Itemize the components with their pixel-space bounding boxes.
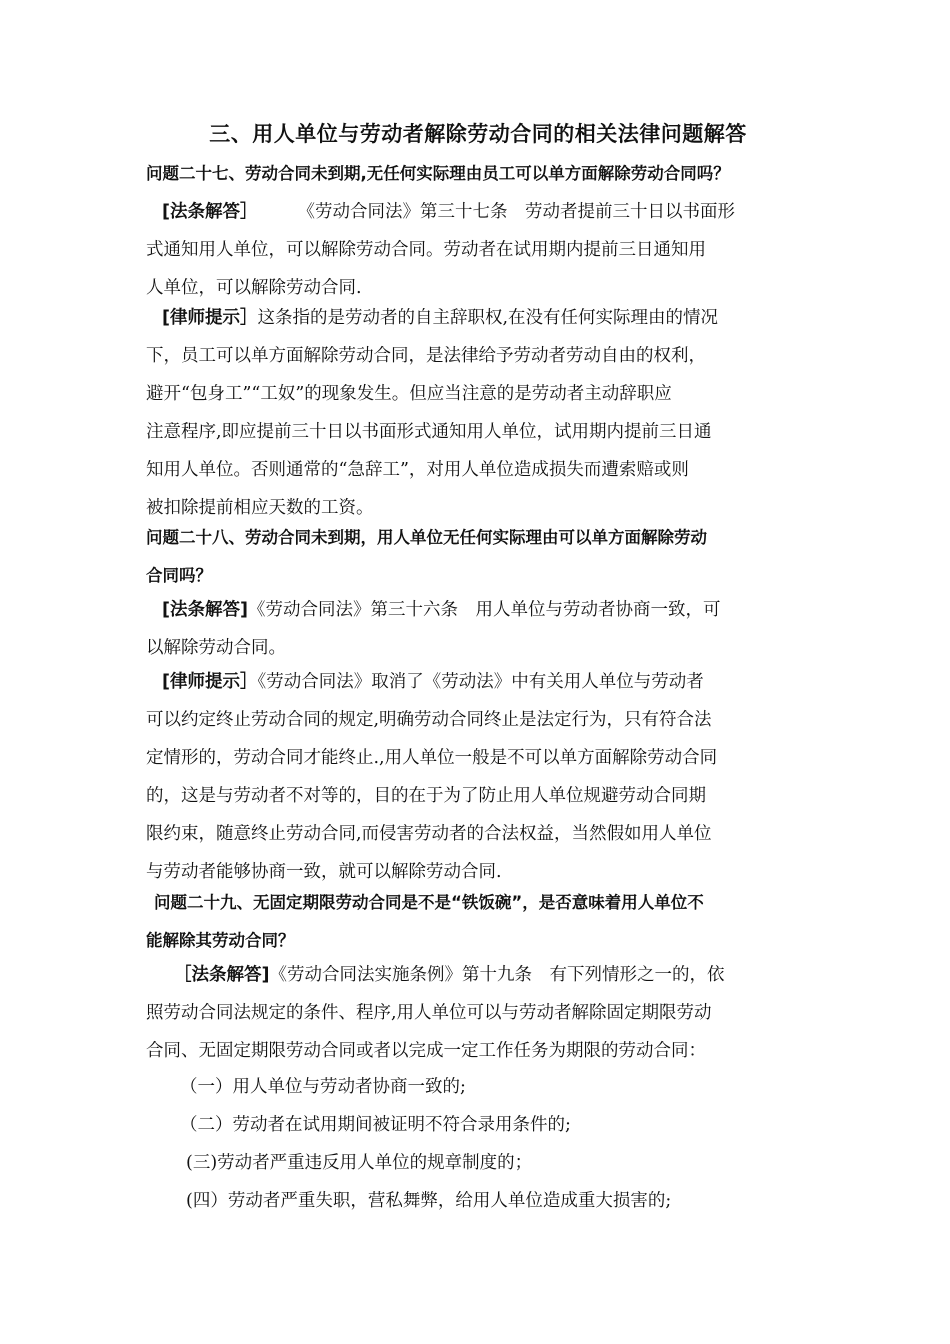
lawyer-tip-label: [律师提示］ <box>162 308 258 328</box>
lawyer-tip-label: [律师提示］ <box>162 672 258 692</box>
tip-text-line: 知用人单位。否则通常的“急辞工”，对用人单位造成损失而遭索赔或则 <box>146 460 689 480</box>
tip-text-line: 与劳动者能够协商一致，就可以解除劳动合同. <box>146 862 502 882</box>
tip-text-line: 被扣除提前相应天数的工资。 <box>146 498 374 518</box>
law-text-line: 合同、无固定期限劳动合同或者以完成一定工作任务为期限的劳动合同： <box>146 1041 706 1061</box>
tip-text-line: 的，这是与劳动者不对等的，目的在于为了防止用人单位规避劳动合同期 <box>146 786 706 806</box>
law-text-line: 人单位，可以解除劳动合同. <box>146 278 362 298</box>
tip-text-line: 注意程序,即应提前三十日以书面形式通知用人单位，试用期内提前三日通 <box>146 422 712 442</box>
law-text-line: 《劳动合同法》第三十六条 用人单位与劳动者协商一致，可 <box>248 600 721 620</box>
question-28: 问题二十八、劳动合同未到期，用人单位无任何实际理由可以单方面解除劳动 合同吗？ <box>146 528 707 585</box>
q29-items-list <box>146 1068 810 1220</box>
law-answer-label: [法条解答] <box>162 600 248 620</box>
section-title: 三、用人单位与劳动者解除劳动合同的相关法律问题解答 <box>209 122 747 146</box>
q27-lawyer-tip <box>146 299 810 527</box>
list-item: （二）劳动者在试用期间被证明不符合录用条件的; <box>180 1115 571 1135</box>
tip-text-line: 下，员工可以单方面解除劳动合同，是法律给予劳动者劳动自由的权利， <box>146 346 706 366</box>
q27-law-answer <box>146 193 810 307</box>
q29-law-answer <box>146 956 810 1070</box>
list-item: (三)劳动者严重违反用人单位的规章制度的； <box>186 1153 533 1173</box>
question-29: 问题二十九、无固定期限劳动合同是不是“铁饭碗”，是否意味着用人单位不 能解除其劳动合同？ <box>146 893 704 950</box>
tip-text-line: 限约束，随意终止劳动合同,而侵害劳动者的合法权益，当然假如用人单位 <box>146 824 712 844</box>
law-answer-label: [法条解答］ <box>162 202 258 222</box>
tip-text-line: 避开“包身工”“工奴”的现象发生。但应当注意的是劳动者主动辞职应 <box>146 384 672 404</box>
tip-text-line: 这条指的是劳动者的自主辞职权,在没有任何实际理由的情况 <box>257 308 719 328</box>
law-answer-label: ［法条解答] <box>174 965 270 985</box>
law-text-line: 照劳动合同法规定的条件、程序,用人单位可以与劳动者解除固定期限劳动 <box>146 1003 712 1023</box>
law-text-line: 《劳动合同法实施条例》第十九条 有下列情形之一的，依 <box>269 965 725 985</box>
law-text-line: 《劳动合同法》第三十七条 劳动者提前三十日以书面形 <box>297 202 735 222</box>
tip-text-line: 可以约定终止劳动合同的规定,明确劳动合同终止是法定行为，只有符合法 <box>146 710 712 730</box>
tip-text-line: 《劳动合同法》取消了《劳动法》中有关用人单位与劳动者 <box>257 672 704 692</box>
question-27: 问题二十七、劳动合同未到期,无任何实际理由员工可以单方面解除劳动合同吗？ <box>146 164 730 183</box>
tip-text-line: 定情形的，劳动合同才能终止.,用人单位一般是不可以单方面解除劳动合同 <box>146 748 718 768</box>
q28-law-answer <box>146 591 810 667</box>
law-text-line: 以解除劳动合同。 <box>146 638 286 658</box>
law-text-line: 式通知用人单位，可以解除劳动合同。劳动者在试用期内提前三日通知用 <box>146 240 706 260</box>
q28-lawyer-tip <box>146 663 810 891</box>
list-item: (四）劳动者严重失职，营私舞弊，给用人单位造成重大损害的; <box>186 1191 672 1211</box>
list-item: （一）用人单位与劳动者协商一致的; <box>180 1077 466 1097</box>
